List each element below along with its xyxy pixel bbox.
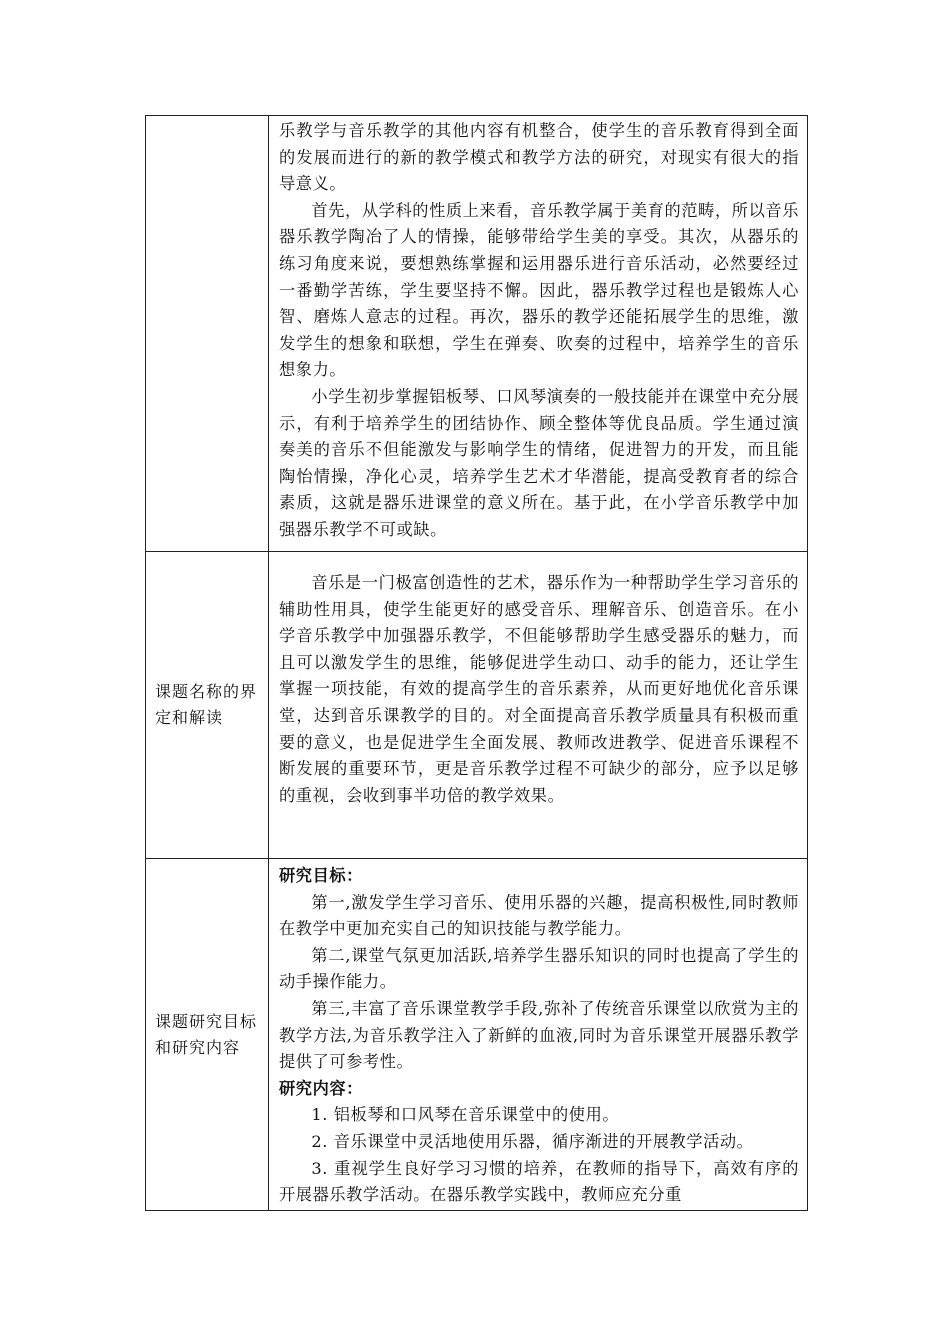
paragraph: 乐教学与音乐教学的其他内容有机整合，使学生的音乐教育得到全面的发展而进行的新的教学模式和教学方法的研究，对现实有很大的指导意义。 — [279, 121, 799, 194]
content-item: 1. 铝板琴和口风琴在音乐课堂中的使用。 — [311, 1105, 620, 1125]
goals-heading: 研究目标： — [279, 866, 363, 885]
contents-heading: 研究内容： — [279, 1078, 363, 1098]
goal-item: 第一,激发学生学习音乐、使用乐器的兴趣，提高积极性,同时教师在教学中更加充实自己的知识技能与教学能力。 — [279, 892, 799, 939]
paragraph: 小学生初步掌握铝板琴、口风琴演奏的一般技能并在课堂中充分展示，有利于培养学生的团结协作、顾全整体等优良品质。学生通过演奏美的音乐不但能激发与影响学生的情绪，促进智力的开发，而且能陶怡情操，净化心灵，培养学生艺术才华潜能，提高受教育者的综合素质，这就是器乐进课堂的意义所在。基于此，在小学音乐教学中加强器乐教学不可或缺。 — [279, 386, 799, 539]
paragraph: 音乐是一门极富创造性的艺术，器乐作为一种帮助学生学习音乐的辅助性用具，使学生能更好的感受音乐、理解音乐、创造音乐。在小学音乐教学中加强器乐教学，不但能够帮助学生感受器乐的魅力，而且可以激发学生的思维，能够促进学生动口、动手的能力，还让学生掌握一项技能，有效的提高学生的音乐素养，从而更好地优化音乐课堂，达到音乐课教学的目的。对全面提高音乐教学质量具有积极而重要的意义，也是促进学生全面发展、教师改进教学、促进音乐课程不断发展的重要环节，更是音乐教学过程不可缺少的部分，应予以足够的重视，会收到事半功倍的教学效果。 — [279, 573, 799, 805]
row-content — [269, 859, 807, 1209]
row-content — [269, 552, 807, 825]
table-row — [146, 552, 808, 859]
table-row — [146, 116, 808, 552]
row-content-cell — [269, 552, 808, 859]
row-content-cell — [269, 116, 808, 552]
document-table — [145, 115, 808, 1211]
content-item: 3. 重视学生良好学习习惯的培养，在教师的指导下，高效有序的开展器乐教学活动。在器乐教学实践中，教师应充分重 — [279, 1158, 799, 1205]
goal-item: 第三,丰富了音乐课堂教学手段,弥补了传统音乐课堂以欣赏为主的教学方法,为音乐教学注入了新鲜的血液,同时为音乐课堂开展器乐教学提供了可参考性。 — [279, 998, 799, 1072]
row-content-cell — [269, 859, 808, 1211]
row-content — [269, 116, 807, 545]
content-item: 2. 音乐课堂中灵活地使用乐器，循序渐进的开展教学活动。 — [311, 1131, 754, 1151]
goal-item: 第二,课堂气氛更加活跃,培养学生器乐知识的同时也提高了学生的动手操作能力。 — [279, 945, 799, 992]
row-label-cell — [146, 116, 269, 552]
paragraph: 首先，从学科的性质上来看，音乐教学属于美育的范畴，所以音乐器乐教学陶冶了人的情操，能够带给学生美的享受。其次，从器乐的练习角度来说，要想熟练掌握和运用器乐进行音乐活动，必然要经过一番勤学苦练，学生要坚持不懈。因此，器乐教学过程也是锻炼人心智、磨炼人意志的过程。再次，器乐的教学还能拓展学生的思维，激发学生的想象和联想，学生在弹奏、吹奏的过程中，培养学生的音乐想象力。 — [279, 200, 799, 380]
row-label: 课题研究目标和研究内容 — [155, 1011, 258, 1057]
row-label: 课题名称的界定和解读 — [155, 682, 258, 727]
table-row — [146, 859, 808, 1211]
row-label-cell — [146, 859, 269, 1211]
row-label-cell — [146, 552, 269, 859]
